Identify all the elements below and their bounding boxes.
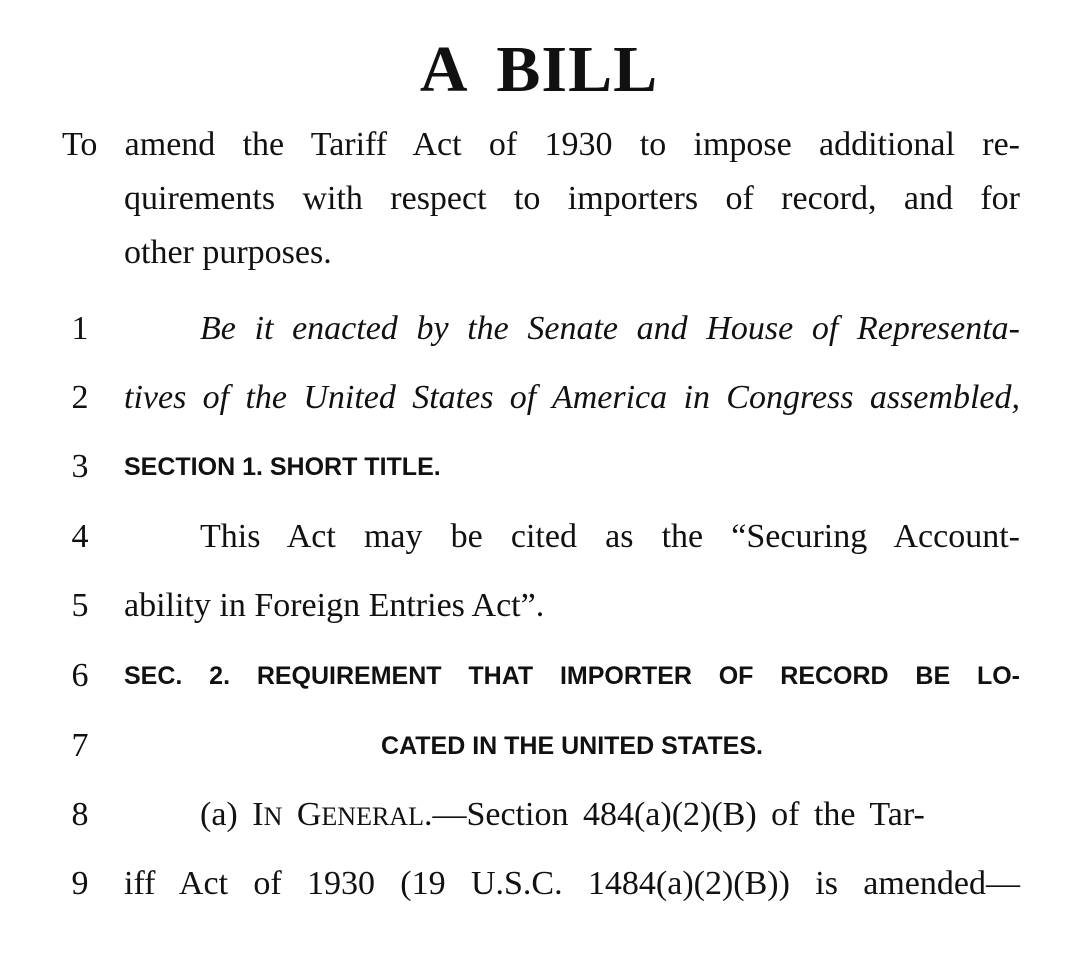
subsection-text: iff Act of 1930 (19 U.S.C. 1484(a)(2)(B)) is amended—: [124, 865, 1020, 902]
purpose-line-1: To amend the Tariff Act of 1930 to impose additional re-: [62, 126, 1020, 163]
line-number: 2: [71, 379, 89, 416]
smallcaps-initial: I: [252, 796, 264, 833]
purpose-line-2: quirements with respect to importers of record, and for: [124, 180, 1020, 217]
bill-line-7: [0, 715, 1078, 777]
bill-line-1: [0, 298, 1078, 360]
section-text: This Act may be cited as the “Securing Account-: [200, 518, 1020, 555]
smallcaps-rest: N: [263, 802, 283, 831]
subsection-suffix: .—Section 484(a)(2)(B) of the Tar-: [423, 796, 925, 833]
bill-purpose: [62, 118, 1020, 280]
bill-line-9: [0, 853, 1078, 915]
line-number: 4: [71, 518, 89, 555]
bill-line-4: [0, 506, 1078, 568]
enacting-clause-text: Be it enacted by the Senate and House of Representa-: [200, 310, 1020, 347]
subsection-text: [124, 784, 1020, 848]
purpose-line-3: other purposes.: [124, 234, 332, 271]
section-text: ability in Foreign Entries Act”.: [124, 587, 545, 624]
bill-title: A BILL: [419, 33, 659, 106]
bill-line-2: [0, 367, 1078, 429]
smallcaps-rest: ENERAL: [321, 802, 424, 831]
line-number: 6: [71, 657, 89, 694]
bill-line-8: [0, 784, 1078, 846]
section-heading: SECTION 1. SHORT TITLE.: [124, 453, 441, 481]
line-number: 9: [71, 865, 89, 902]
line-number: 7: [71, 727, 89, 764]
section-heading: CATED IN THE UNITED STATES.: [381, 732, 763, 760]
line-number: 1: [71, 310, 89, 347]
smallcaps-initial: G: [296, 796, 322, 833]
subsection-prefix: (a): [200, 796, 253, 833]
line-number: 8: [71, 796, 89, 833]
section-heading: SEC. 2. REQUIREMENT THAT IMPORTER OF RECORD BE LO-: [124, 662, 1020, 690]
bill-line-5: [0, 575, 1078, 637]
bill-line-3: [0, 436, 1078, 498]
line-number: 3: [71, 448, 89, 485]
line-number: 5: [71, 587, 89, 624]
bill-line-6: [0, 645, 1078, 707]
enacting-clause-text: tives of the United States of America in Congress assembled,: [124, 379, 1020, 416]
